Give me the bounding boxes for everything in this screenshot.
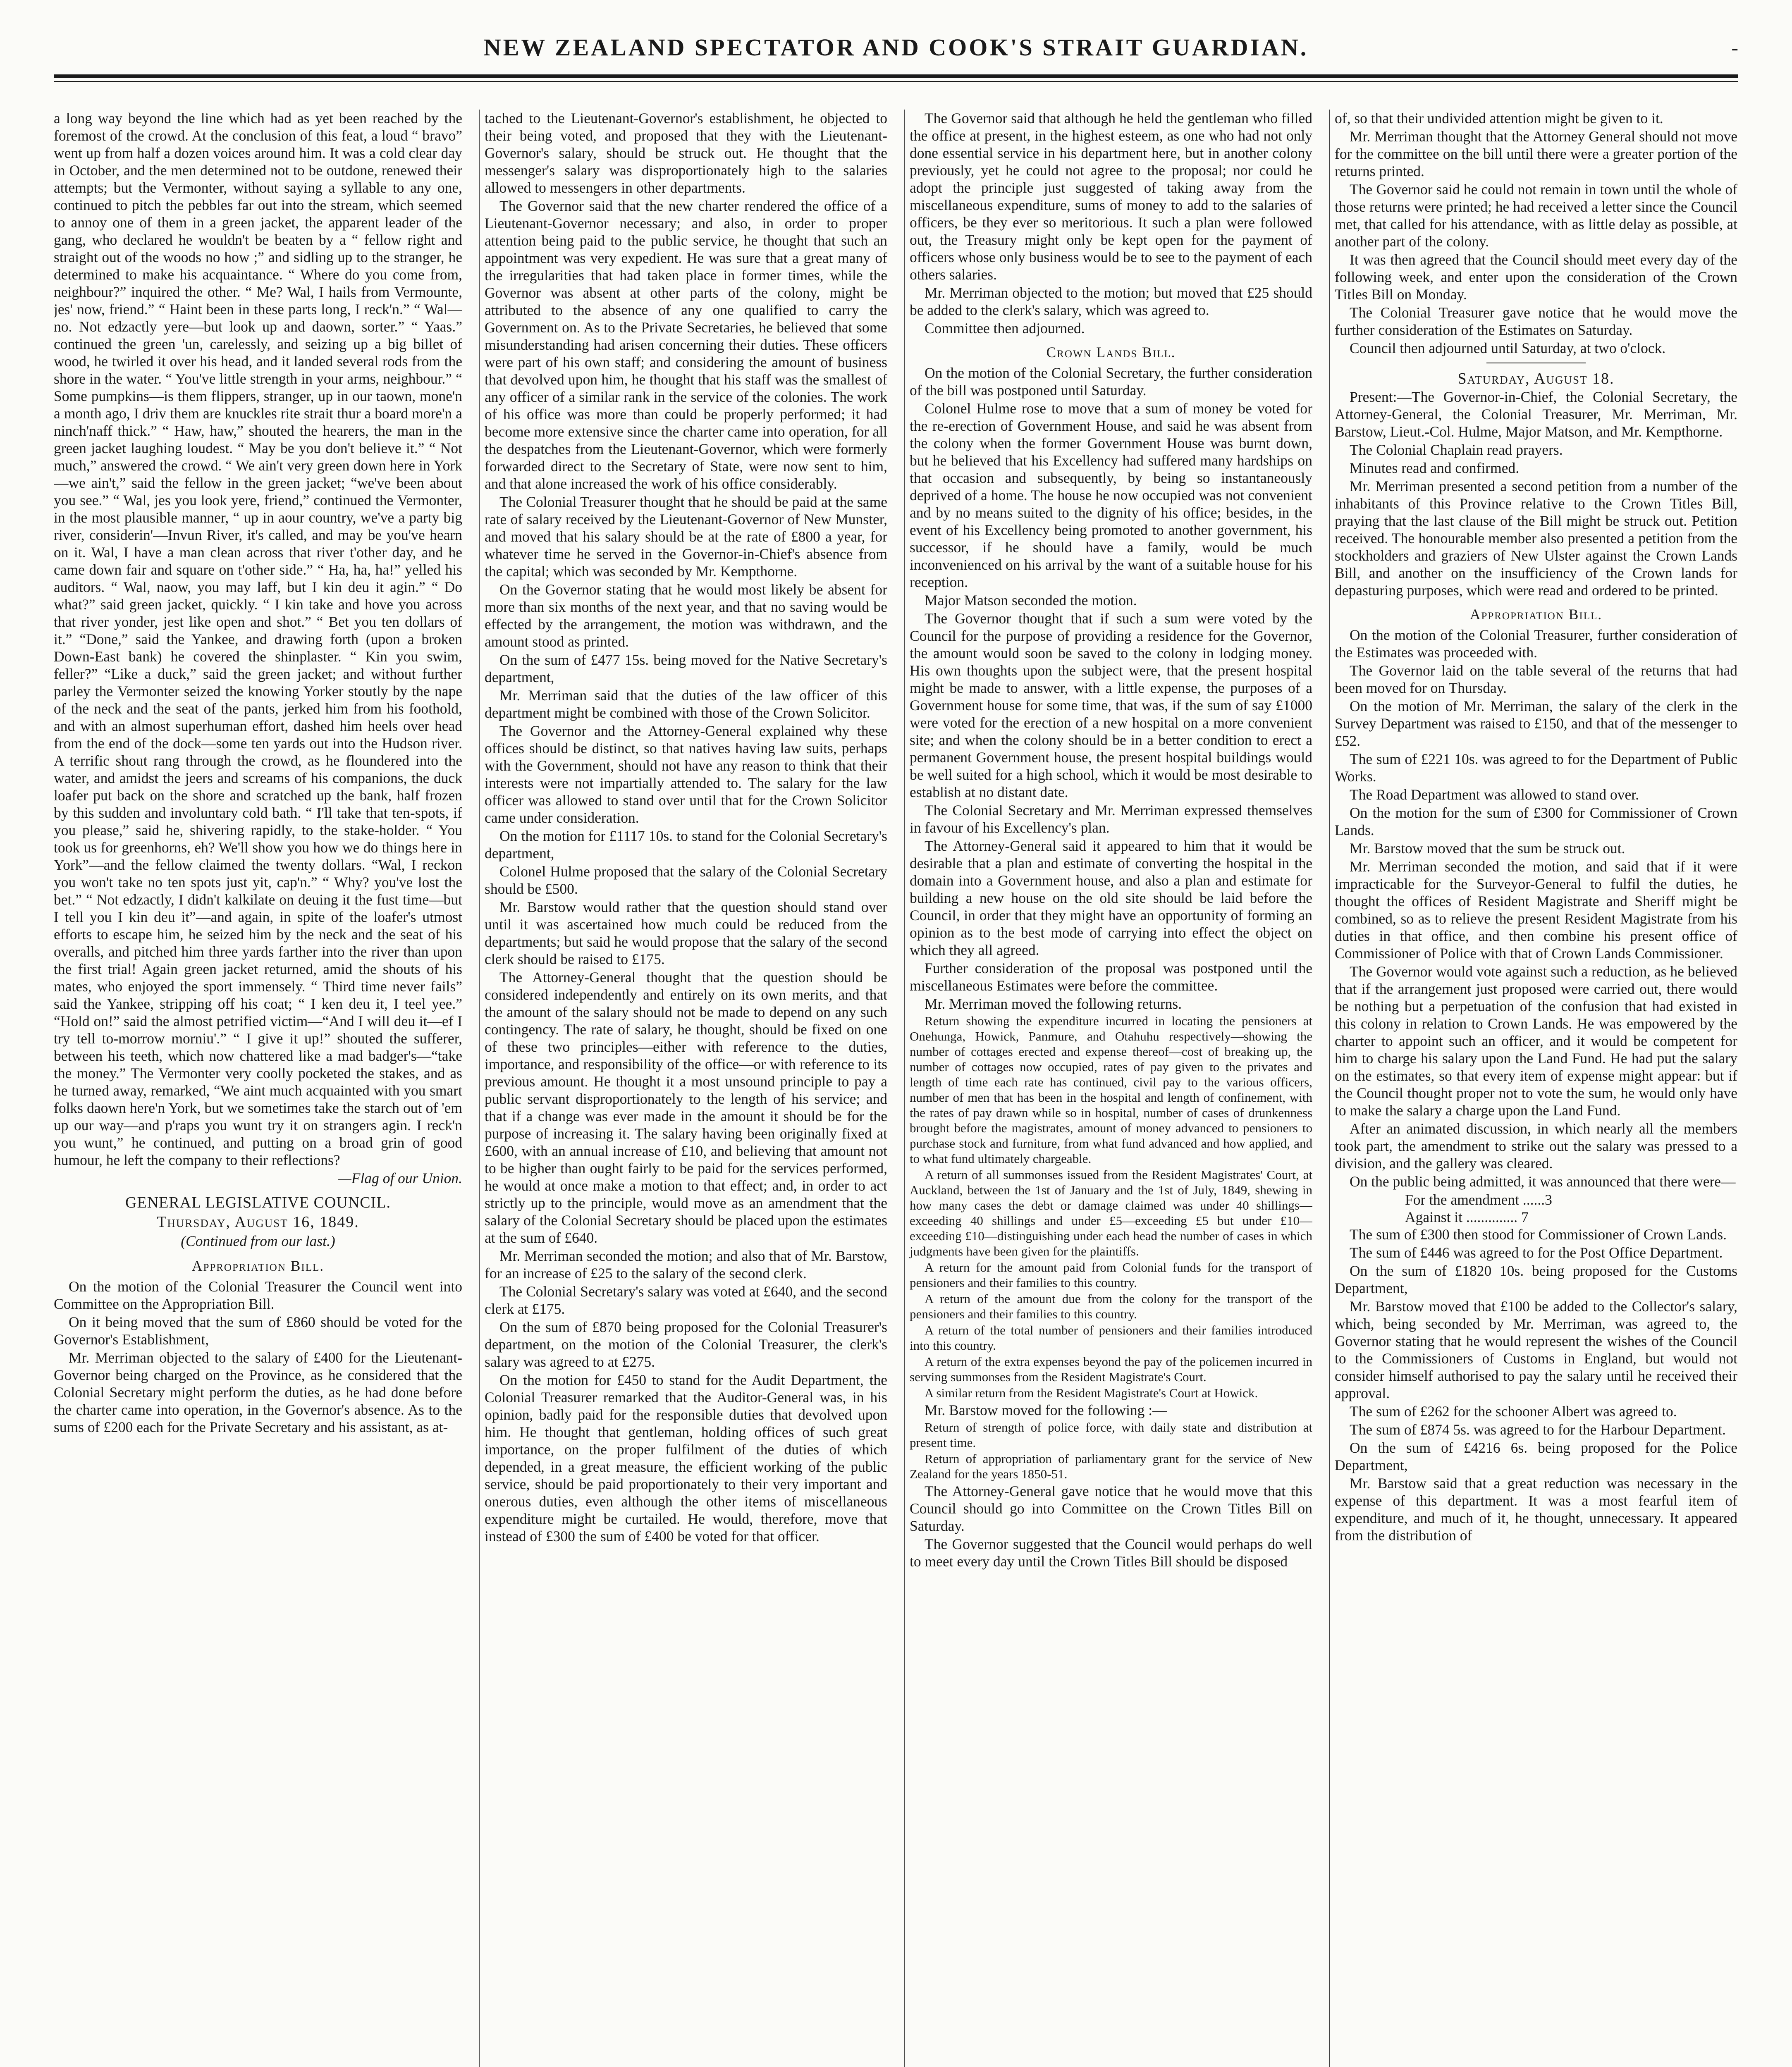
paragraph: Colonel Hulme rose to move that a sum of money be voted for the re-erection of Government House, and said he was absent from the colony when the former Government House was burnt down, but he believed that his Excellency had suffered many hardships on that occasion and subsequently, by being so instantaneously deprived of a home. The house he now occupied was not convenient and by no means suited to the dignity of his office; besides, in the event of his Excellency being promoted to another government, his successor, if he should have a family, would be much inconvenienced on his arrival by the want of a suitable house for his reception. <box>910 400 1312 590</box>
return-item: A return of the extra expenses beyond the pay of the policemen incurred in serving summonses from the Resident Magistrate's Court. <box>910 1354 1312 1384</box>
paragraph: Committee then adjourned. <box>925 320 1085 337</box>
paragraph: Major Matson seconded the motion. <box>925 592 1137 609</box>
paragraph: The sum of £446 was agreed to for the Post Office Department. <box>1350 1244 1723 1261</box>
paragraph: The Colonial Secretary's salary was voted at £640, and the second clerk at £175. <box>485 1283 887 1317</box>
paragraph: The sum of £300 then stood for Commissioner of Crown Lands. <box>1350 1226 1727 1243</box>
vote-against: Against it .............. 7 <box>1405 1209 1529 1225</box>
story-text: a long way beyond the line which had as yet been reached by the foremost of the crowd. At the conclusion of this feat, a loud “ bravo” went up from half a dozen voices around him. It was a cold clear day in October, and the men determined not to be outdone, renewed their attempts; but the Vermonter, without saying a syllable to any one, continued to pitch the pebbles far out into the stream, which seemed to annoy one of them in a green jacket, the apparent leader of the gang, who declared he wouldn't be beaten by a “ fellow right and straight out of the woods no how ;” and sidling up to the stranger, he determined to make his acquaintance. “ Where do you come from, neighbour?” inquired the other. “ Me? Wal, I hails from Vermounte, jes' now, friend.” “ Haint been in these parts long, I reck'n.” “ Wal—no. Not edzactly yere—but look up and daown, sorter.” “ Yaas.” continued the green 'un, carelessly, and seizing up a big billet of wood, he twirled it over his head, and it landed several rods from the shore in the water. “ You've little strength in your arms, neighbour.” “ Some pumpkins—is them flippers, stranger, up in our taown, mone'n a month ago, I driv them are knuckles rite strait thur a board more'n a ninch'naff thick.” “ Haw, haw,” shouted the hearers, the man in the green jacket laughing loudest. “ May be you don't believe it.” “ Not much,” answered the crowd. “ We ain't very green down here in York—we ain't,” said the fellow in the green jacket; “we've been about you see.” “ Wal, jes you look yere, friend,” continued the Vermonter, in the most plausible manner, “ up in aour country, we've a party big river, considerin'—Invun River, it's called, and may be you've hearn on it. Wal, I have a man clean across that river t'other day, and he came down fair and square on t'other side.” “ Ha, ha, ha!” yelled his auditors. “ Wal, naow, you may laff, but I kin deu it agin.” “ Do what?” said green jacket, quickly. “ I kin take and hove you across that river yonder, jest like open and shot.” “ Bet you ten dollars of it.” “Done,” said the Yankee, and drawing forth (upon a broken Down-East bank) he covered the shinplaster. “ Kin you swim, feller?” “Like a duck,” said the green jacket; and without further parley the Vermonter seized the knowing Yorker stoutly by the nape of the neck and the seat of the pants, jerked him from his foothold, and with an almost superhuman effort, dashed him heels over head from the end of the dock—some ten yards out into the Hudson river. A terrific shout rang through the crowd, as he floundered into the water, and amidst the jeers and screams of his companions, the duck loafer put back on the shore and scratched up the bank, half frozen by this sudden and involuntary cold bath. “ I'll take that ten-spots, if you please,” said he, shivering rapidly, to the stake-holder. “ You took us for greenhorns, eh? We'll show you how we do things here in York”—and the fellow claimed the twenty dollars. “Wal, I reckon you won't take no ten spots just yit, cap'n.” “ Why? you've lost the bet.” “ Not edzactly, I didn't kalkilate on deuing it the fust time—but I tell you I kin deu it”—and again, in spite of the loafer's utmost efforts to escape him, he seized him by the neck and the seat of his overalls, and pitched him three yards farther into the river than upon the first trial! Again green jacket returned, amid the shouts of his mates, who enjoyed the sport immensely. “ Third time never fails” said the Yankee, stripping off his coat; “ I ken deu it, I teel yee.” “Hold on!” said the almost petrified victim—“And I will deu it—ef I try tell to-morrow morniu'.” “ I give it up!” shouted the sufferer, between his teeth, which now chattered like a mad badger's—“take the money.” The Vermonter very coolly pocketed the stakes, and as he turned away, remarked, “We aint much acquainted with you smart folks daown here'n York, but we sometimes take the starch out of 'em up our way—and p'raps you wunt try it on strangers agin. I reck'n you wunt,” he continued, and putting on a broad grin of good humour, he left the company to their reflections? <box>54 110 462 1168</box>
paragraph: On the motion of the Colonial Treasurer the Council went into Committee on the Appropriation Bill. <box>54 1278 462 1312</box>
paragraph: Mr. Merriman said that the duties of the law officer of this department might be combined with those of the Crown Solicitor. <box>485 687 887 721</box>
paragraph: On the sum of £4216 6s. being proposed for the Police Department, <box>1335 1439 1737 1473</box>
paragraph: Further consideration of the proposal was postponed until the miscellaneous Estimates were before the committee. <box>910 960 1312 994</box>
paragraph: On the sum of £477 15s. being moved for the Native Secretary's department, <box>485 652 887 685</box>
paragraph: On the motion of the Colonial Secretary, the further consideration of the bill was postponed until Saturday. <box>910 365 1312 399</box>
council-title: GENERAL LEGISLATIVE COUNCIL. <box>125 1194 391 1211</box>
paragraph: Mr. Merriman objected to the salary of £400 for the Lieutenant-Governor being charged on the Province, as he considered that the Colonial Secretary might perform the duties, as he had done before the charter came into operation, in the Governor's absence. As to the sums of £200 each for the Private Secretary and his assistant, as at- <box>54 1349 462 1435</box>
paragraph: It was then agreed that the Council should meet every day of the following week, and enter upon the consideration of the Crown Titles Bill on Monday. <box>1335 251 1737 303</box>
paragraph: The Governor thought that if such a sum were voted by the Council for the purpose of providing a residence for the Governor, the amount would soon be saved to the colony in lodging money. His own thoughts upon the subject were, that the present hospital might be made to answer, with a little expense, the purposes of a Government house for some time, that was, if the sum of say £1000 were voted for the erection of a new hospital on a more convenient site; and when the colony should be in a better condition to erect a permanent Government house, the present hospital buildings would be well suited for a high school, which it would be most desirable to establish at no distant date. <box>910 610 1312 800</box>
story-signoff: —Flag of our Union. <box>338 1170 462 1186</box>
paragraph: Council then adjourned until Saturday, at two o'clock. <box>1350 340 1666 356</box>
paragraph: On it being moved that the sum of £860 should be voted for the Governor's Establishment, <box>54 1314 462 1348</box>
paragraph: The Attorney-General thought that the question should be considered independently and entirely on its own merits, and that the amount of the salary should not be made to depend on any such contingency. The rate of salary, he thought, should be fixed on one of these two principles—either with reference to the duties, importance, and responsibility of the office—or with reference to its previous amount. He thought it a most unsound principle to pay a public servant disproportionately to the length of his service; and that if a change was ever made in the amount it should be for the purpose of increasing it. The salary having been originally fixed at £600, with an annual increase of £10, and believing that amount not to be higher than ought fairly to be paid for the services performed, he would at once make a motion to that effect; and, in order to act strictly up to the principle, would move as an amendment that the salary of the Colonial Secretary should be placed upon the estimates at the sum of £640. <box>485 969 887 1246</box>
return-item: A return of all summonses issued from the Resident Magistrates' Court, at Auckland, between the 1st of January and the 1st of July, 1849, shewing in how many cases the debt or damage claimed was under 40 shillings—exceeding 40 shillings and under £5—exceeding £5 but under £10—exceeding £10—distinguishing under each head the number of cases in which judgments have been given for the plaintiffs. <box>910 1167 1312 1258</box>
masthead-rule-thin <box>54 81 1738 82</box>
return-item: Return of strength of police force, with daily state and distribution at present time. <box>910 1420 1312 1450</box>
columns <box>54 110 1738 2067</box>
saturday-date: Saturday, August 18. <box>1457 370 1615 387</box>
paragraph: On the motion of the Colonial Treasurer, further consideration of the Estimates was proceeded with. <box>1335 627 1737 661</box>
paragraph: Minutes read and confirmed. <box>1350 460 1520 476</box>
paragraph: tached to the Lieutenant-Governor's establishment, he objected to their being voted, and proposed that they with the Lieutenant-Governor's salary, should be struck out. He thought that the messenger's salary was disproportionately high to the salaries allowed to messengers in other departments. <box>485 110 887 196</box>
return-item: Return of appropriation of parliamentary grant for the service of New Zealand for the years 1850-51. <box>910 1451 1312 1481</box>
paragraph: The sum of £221 10s. was agreed to for the Department of Public Works. <box>1335 751 1737 785</box>
paragraph: The Governor laid on the table several of the returns that had been moved for on Thursday. <box>1335 662 1737 696</box>
masthead-title: NEW ZEALAND SPECTATOR AND COOK'S STRAIT GUARDIAN. <box>483 34 1309 61</box>
crown-lands-bill-heading: Crown Lands Bill. <box>1046 344 1176 360</box>
paragraph: On the sum of £1820 10s. being proposed for the Customs Department, <box>1335 1263 1737 1296</box>
masthead-rule-thick <box>54 74 1738 78</box>
paragraph: The Attorney-General said it appeared to him that it would be desirable that a plan and estimate of converting the hospital in the domain into a Government house, and also a plan and estimate for building a new house on the old site should be laid before the Council, in order that they might have an opportunity of forming an opinion as to the best mode of carrying into effect the object on which they all agreed. <box>910 838 1312 958</box>
paragraph: The Colonial Treasurer thought that he should be paid at the same rate of salary received by the Lieutenant-Governor of New Munster, and moved that his salary should be at the rate of £800 a year, for whatever time he served in the Governor-in-Chief's absence from the capital; which was seconded by Mr. Kempthorne. <box>485 494 887 580</box>
paragraph: Mr. Merriman objected to the motion; but moved that £25 should be added to the clerk's salary, which was agreed to. <box>910 284 1312 318</box>
paragraph: Mr. Merriman presented a second petition from a number of the inhabitants of this Province relative to the Crown Titles Bill, praying that the last clause of the Bill might be struck out. Petition received. The honourable member also presented a petition from the stockholders and graziers of New Ulster against the Crown Lands Bill, and another on the insufficiency of the Crown lands for depasturing purposes, which were read and ordered to be printed. <box>1335 478 1737 599</box>
paragraph: On the Governor stating that he would most likely be absent for more than six months of the next year, and that no saving would be effected by the arrangement, the motion was withdrawn, and the amount stood as printed. <box>485 581 887 650</box>
appropriation-bill-heading: Appropriation Bill. <box>191 1258 325 1274</box>
return-item: A similar return from the Resident Magistrate's Court at Howick. <box>925 1386 1258 1400</box>
paragraph: On the sum of £870 being proposed for the Colonial Treasurer's department, on the motion of the Colonial Treasurer, the clerk's salary was agreed to at £275. <box>485 1319 887 1370</box>
paragraph: The sum of £874 5s. was agreed to for the Harbour Department. <box>1350 1421 1726 1438</box>
paragraph: After an animated discussion, in which nearly all the members took part, the amendment to strike out the salary was pressed to a division, and the gallery was cleared. <box>1335 1120 1737 1172</box>
paragraph: The Governor would vote against such a reduction, as he believed that if the arrangement just proposed were carried out, there would be nothing but a perpetuation of the confusion that had existed in this colony in relation to Crown Lands. He was empowered by the charter to appoint such an officer, and it would be competent for him to charge his salary upon the Land Fund. He had put the salary on the estimates, so that every item of expense might appear: but if the Council thought proper not to vote the sum, he would only have to make the salary a charge upon the Land Fund. <box>1335 963 1737 1119</box>
return-item: A return of the amount due from the colony for the transport of the pensioners and their families to this country. <box>910 1291 1312 1321</box>
paragraph: The sum of £262 for the schooner Albert was agreed to. <box>1350 1403 1677 1420</box>
paragraph: Present:—The Governor-in-Chief, the Colonial Secretary, the Attorney-General, the Colonial Treasurer, Mr. Merriman, Mr. Barstow, Lieut.-Col. Hulme, Major Matson, and Mr. Kempthorne. <box>1335 389 1737 440</box>
paragraph: The Governor suggested that the Council would perhaps do well to meet every day until the Crown Titles Bill should be disposed <box>910 1536 1312 1570</box>
paragraph: The Governor said that although he held the gentleman who filled the office at present, in the highest esteem, as one who had not only done essential service in his department here, but in another colony previously, yet he could not agree to the proposal; nor could he adopt the principle just suggested of taking away from the miscellaneous expenditure, sums of money to add to the salaries of officers, be they ever so meritorious. It such a plan were followed out, the Treasury might only be kept open for the payment of officers whose only business would be to see to the payment of each others salaries. <box>910 110 1312 283</box>
paragraph: On the motion for £1117 10s. to stand for the Colonial Secretary's department, <box>485 828 887 862</box>
paragraph: The Colonial Chaplain read prayers. <box>1350 442 1563 458</box>
paragraph: Colonel Hulme proposed that the salary of the Colonial Secretary should be £500. <box>485 863 887 897</box>
council-note: (Continued from our last.) <box>181 1233 335 1249</box>
paragraph: The Road Department was allowed to stand over. <box>1350 786 1639 803</box>
column-2 <box>479 110 887 2067</box>
paragraph: Mr. Barstow said that a great reduction was necessary in the expense of this department. It was a most fearful item of expenditure, and much of it, he thought, unnecessary. It appeared from the distribution of <box>1335 1475 1737 1544</box>
return-item: A return for the amount paid from Colonial funds for the transport of pensioners and their families to this country. <box>910 1260 1312 1290</box>
paragraph: of, so that their undivided attention might be given to it. <box>1335 110 1663 127</box>
paragraph: On the motion for £450 to stand for the Audit Department, the Colonial Treasurer remarked that the Auditor-General was, in his opinion, badly paid for the responsible duties that devolved upon him. He thought that gentleman, holding offices of such great importance, on the proper fulfilment of the duties of which depended, in a great measure, the efficient working of the public service, should be paid proportionately to their very important and onerous duties, even although the other items of miscellaneous expenditure might be curtailed. He would, therefore, move that instead of £300 the sum of £400 be voted for that officer. <box>485 1372 887 1544</box>
paragraph: Mr. Barstow would rather that the question should stand over until it was ascertained how much could be reduced from the departments; but said he would propose that the salary of the second clerk should be raised to £175. <box>485 899 887 967</box>
paragraph: Mr. Merriman moved the following returns. <box>925 995 1182 1012</box>
paragraph: The Attorney-General gave notice that he would move that this Council should go into Committee on the Crown Titles Bill on Saturday. <box>910 1483 1312 1534</box>
column-1 <box>54 110 462 2067</box>
paragraph: Mr. Merriman seconded the motion; and also that of Mr. Barstow, for an increase of £25 to the salary of the second clerk. <box>485 1248 887 1282</box>
vote-for: For the amendment ......3 <box>1405 1191 1552 1208</box>
paragraph: The Colonial Treasurer gave notice that he would move the further consideration of the Estimates on Saturday. <box>1335 304 1737 338</box>
paragraph: On the motion for the sum of £300 for Commissioner of Crown Lands. <box>1335 804 1737 838</box>
paragraph: Mr. Merriman thought that the Attorney General should not move for the committee on the bill until there were a greater portion of the returns printed. <box>1335 128 1737 179</box>
paragraph: On the motion of Mr. Merriman, the salary of the clerk in the Survey Department was raised to £150, and that of the messenger to £52. <box>1335 698 1737 749</box>
appropriation-bill-heading: Appropriation Bill. <box>1469 606 1603 623</box>
return-item: A return of the total number of pensioners and their families introduced into this country. <box>910 1323 1312 1353</box>
council-date: Thursday, August 16, 1849. <box>157 1213 359 1231</box>
masthead <box>54 29 1738 82</box>
paragraph: The Colonial Secretary and Mr. Merriman expressed themselves in favour of his Excellency's plan. <box>910 802 1312 836</box>
paragraph: On the public being admitted, it was announced that there were— <box>1350 1173 1736 1190</box>
column-4 <box>1329 110 1737 2067</box>
paragraph: The Governor and the Attorney-General explained why these offices should be distinct, so that natives having law suits, perhaps with the Government, should not have any reason to think that their interests were not impartially attended to. The salary for the law officer was allowed to stand over until that for the Crown Solicitor came under consideration. <box>485 723 887 826</box>
paragraph: The Governor said that the new charter rendered the office of a Lieutenant-Governor necessary; and also, in order to proper attention being paid to the public service, he thought that such an appointment was very expedient. He was sure that a great many of the irregularities that had taken place in former times, while the Governor was absent at other parts of the colony, might be attributed to the absence of any one qualified to carry the Government on. As to the Private Secretaries, he believed that some misunderstanding had arisen concerning their duties. These officers were part of his own staff; and considering the amount of business that devolved upon him, he thought that his staff was the smallest of any officer of a similar rank in the service of the colonies. The work of his office was more than could be properly performed; it had become more extensive since the charter came into operation, for all the despatches from the Lieutenant-Governor, which were formerly forwarded direct to the Secretary of State, were now sent to him, and that alone increased the work of his office considerably. <box>485 198 887 492</box>
return-item: Return showing the expenditure incurred in locating the pensioners at Onehunga, Howick, Panmure, and Otahuhu respectively—showing the number of cottages erected and expense thereof—cost of breaking up, the number of cottages now occupied, rates of pay given to the privates and length of time each rate has continued, civil pay to the various officers, number of men that has been in the hospital and length of confinement, with the rates of pay drawn while so in hospital, number of cases of drunkenness brought before the magistrates, amount of money advanced to pensioners to purchase stock and furniture, from what fund advanced and how applied, and to what fund ultimately chargeable. <box>910 1014 1312 1166</box>
paragraph: The Governor said he could not remain in town until the whole of those returns were printed; he had received a letter since the Council met, that called for his attendance, with as little delay as possible, at another part of the colony. <box>1335 181 1737 250</box>
paragraph: Mr. Merriman seconded the motion, and said that if it were impracticable for the Surveyor-General to fulfil the duties, he thought the offices of Resident Magistrate and Sheriff might be combined, so as to relieve the present Resident Magistrate from his duties in that office, and then combine his present office of Commissioner of Police with that of Crown Lands Commissioner. <box>1335 858 1737 962</box>
column-3 <box>904 110 1312 2067</box>
paragraph: Mr. Barstow moved that the sum be struck out. <box>1350 840 1625 857</box>
page-mark: - <box>1731 36 1738 59</box>
newspaper-page <box>54 29 1738 2067</box>
paragraph: Mr. Barstow moved that £100 be added to the Collector's salary, which, being seconded by Mr. Merriman, was agreed to, the Governor stating that he would represent the wishes of the Council to the Commissioners of Customs in England, but would not consider himself authorised to pay the salary until he received their approval. <box>1335 1298 1737 1401</box>
paragraph: Mr. Barstow moved for the following :— <box>925 1402 1167 1418</box>
